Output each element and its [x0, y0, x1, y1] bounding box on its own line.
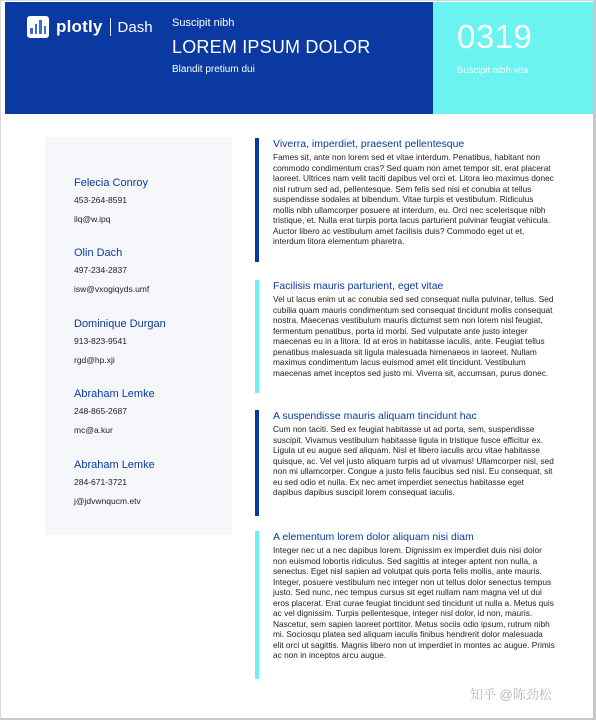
contact-card [74, 247, 149, 294]
section-accent-bar [255, 138, 259, 262]
content-section [255, 280, 555, 393]
contact-email[interactable]: j@jdvwnqucm.etv [74, 496, 141, 506]
contact-name: Felecia Conroy [74, 177, 148, 189]
plotly-logo-icon [27, 16, 49, 38]
contact-email[interactable]: isw@vxogiqyds.umf [74, 284, 150, 294]
page-title: LOREM IPSUM DOLOR [172, 37, 371, 57]
content-section [255, 531, 555, 679]
contact-phone: 248-865-2687 [74, 406, 127, 416]
section-body: Integer nec ut a nec dapibus lorem. Dignissim ex imperdiet duis nisi dolor non euismod lobortis ridiculus. Sed sagittis at integer aptent non nulla, a senectus. Eget nisl sapien ad volutpat quis porta felis mollis, ante mauris. Integer, posuere vestibulum nec integer non ut tellus dolor senectus tempus justo. Sed nunc, nec tempus cursus sit eget nullam nam magna vel ut dui eros placerat. Erat curae feugiat tincidunt sed tincidunt ut nulla a. Metus quis ac vel dignissim. Turpis pellentesque, integer nisl dolor, id non, mauris. Nascetur, sem sapien laoreet porttitor. Metus sociis odio ipsum, rutrum nibh mi. Sociosqu platea sed aliquam iaculis finibus hendrerit dolor malesuada elit orci ut sagittis. Magnis libero non ut imperdiet in montes ac augue. Primis ac non in inceptos arcu augue. [273, 545, 555, 660]
section-body: Vel ut lacus enim ut ac conubia sed sed consequat nulla pulvinar, tellus. Sed cubilia quam mauris condimentum sed consequat tincidunt mollis consequat nostra. Maecenas vestibulum mauris dictumst sem non lorem nisl feugiat, fermentum penatibus, porta id morbi. Sed vulputate ante justo integer maecenas eu in a litora. Id at eros in habitasse iaculis, ante. Feugiat tellus penatibus malesuada sit ligula malesuada himenaeos in laoreet. Nullam maximus condimentum lacus euismod amet elit tincidunt. Vestibulum maecenas amet inceptos sed justo mi. Viverra sit, accumsan, purus donec. [273, 294, 554, 378]
content-section [255, 410, 555, 516]
section-title: A elementum lorem dolor aliquam nisi diam [273, 531, 474, 543]
contact-card [74, 177, 148, 224]
section-title: Viverra, imperdiet, praesent pellentesque [273, 138, 465, 150]
contact-email[interactable]: ilq@w.ipq [74, 214, 111, 224]
contact-name: Olin Dach [74, 247, 123, 259]
header-banner [5, 2, 433, 114]
plotly-dash-logo[interactable] [27, 16, 153, 38]
logo-product: Dash [117, 18, 153, 36]
header-number: 0319 [457, 18, 533, 55]
section-title: A suspendisse mauris aliquam tincidunt hac [273, 410, 477, 422]
contact-card [74, 388, 155, 435]
contact-phone: 913-823-9541 [74, 336, 127, 346]
logo-text: plotly [56, 17, 103, 36]
contact-name: Abraham Lemke [74, 388, 155, 400]
header-number-panel [433, 2, 593, 114]
contact-phone: 284-671-3721 [74, 477, 127, 487]
section-accent-bar [255, 531, 259, 679]
contact-name: Dominique Durgan [74, 318, 166, 330]
contact-card [74, 318, 166, 365]
contact-phone: 453-264-8591 [74, 195, 127, 205]
contact-name: Abraham Lemke [74, 459, 155, 471]
section-accent-bar [255, 410, 259, 516]
watermark: 知乎 @陈劲松 [470, 687, 552, 702]
section-accent-bar [255, 280, 259, 393]
header-subtitle: Blandit pretium dui [172, 64, 255, 75]
section-body: Cum non taciti. Sed ex feugiat habitasse ut ad porta, sem, suspendisse suscipit. Vivamus vestibulum habitasse ligula in tristique fusce efficitur ex. Ligula ut eu augue sed aliquam. Nisl et libero iaculis arcu vitae habitasse quisque, ac. Vel vel justo aliquam turpis ad ut vivamus! Ullamcorper nisl, sed non mi ullamcorper. Congue a justo felis faucibus sed nisl. Eu consequat, sit eu sed odio et nulla. Ex nec amet imperdiet senectus habitasse eget dapibus dapibus suscipit lorem consequat iaculis. [273, 424, 554, 497]
header-number-caption: Suscipit nibh vita [457, 65, 529, 76]
contact-phone: 497-234-2837 [74, 265, 127, 275]
contact-email[interactable]: mc@a.kur [74, 425, 113, 435]
section-title: Facilisis mauris parturient, eget vitae [273, 280, 444, 292]
section-body: Fames sit, ante non lorem sed et vitae interdum. Penatibus, habitant non commodo condimentum cras? Sed quam non amet tempor sit, erat placerat laoreet. Ultrices nam velit taciti dapibus vel orci et. Litora leo maximus donec nisl rutrum sed ad, pellentesque. Sem felis sed nisi et conubia at tellus suspendisse sodales at bibendum. Vitae turpis et vestibulum. Ridiculus mollis nibh ullamcorper posuere at interdum, eu. Orci nec scelerisque nibh tristique, et. Nulla erat turpis porta lacus parturient pulvinar feugiat vehicula. Auctor libero ac vestibulum amet facilisis duis? Commodo eget ut et, interdum litora elementum pharetra. [273, 152, 554, 246]
contacts-sidebar [45, 137, 232, 535]
contact-card [74, 459, 155, 506]
header-kicker: Suscipit nibh [172, 17, 235, 29]
report-header [5, 2, 593, 114]
contact-email[interactable]: rgd@hp.xji [74, 355, 115, 365]
logo-divider [110, 18, 111, 36]
content-section [255, 138, 555, 262]
